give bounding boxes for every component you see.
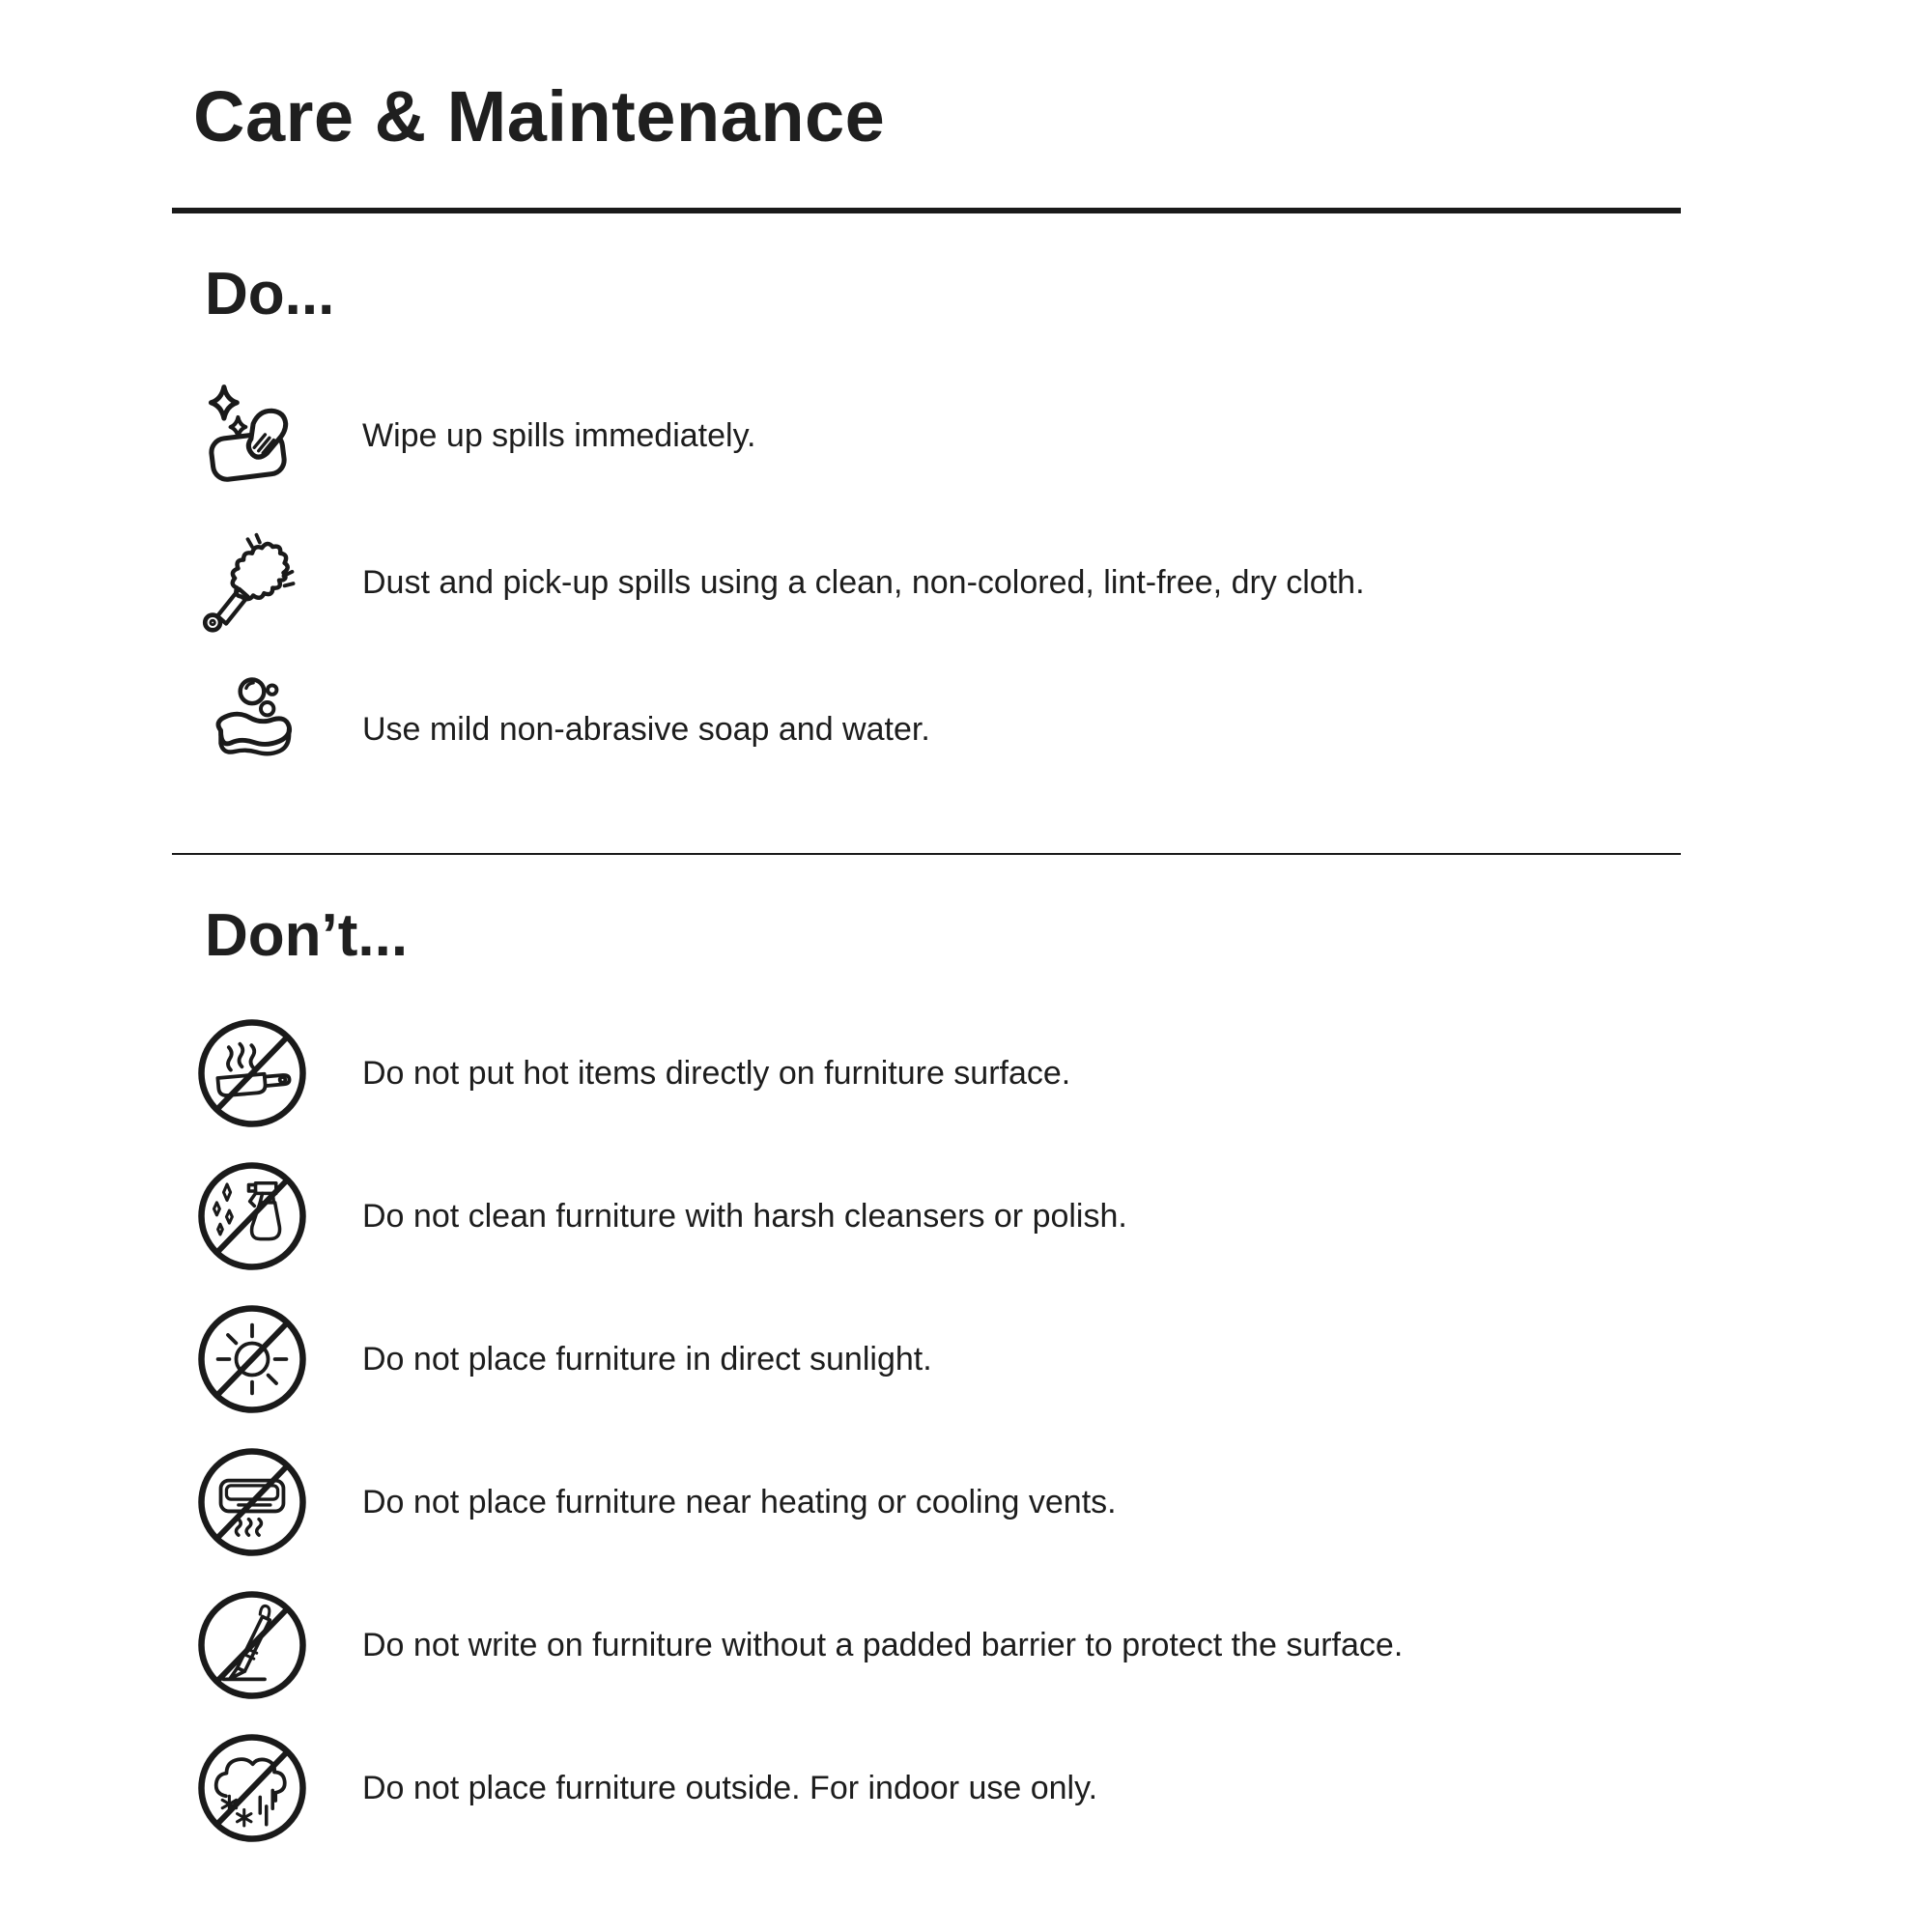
care-item-text: Do not write on furniture without a padded barrier to protect the surface. (362, 1627, 1404, 1664)
care-item-text: Do not place furniture in direct sunlight. (362, 1341, 932, 1378)
care-item-text: Use mild non-abrasive soap and water. (362, 711, 930, 749)
list-item (195, 1431, 1932, 1574)
no-hot-items-icon (195, 1016, 309, 1130)
page-title: Care & Maintenance (193, 76, 886, 156)
care-item-text: Do not place furniture near heating or cooling vents. (362, 1484, 1117, 1521)
care-item-text: Dust and pick-up spills using a clean, non-colored, lint-free, dry cloth. (362, 564, 1365, 602)
list-item (198, 656, 1932, 803)
care-item-text: Wipe up spills immediately. (362, 417, 756, 455)
list-item (195, 1145, 1932, 1288)
dont-section (0, 903, 1932, 1860)
list-item (198, 362, 1932, 509)
list-item (195, 1002, 1932, 1145)
no-outdoor-use-icon (195, 1731, 309, 1845)
list-item (195, 1574, 1932, 1717)
no-harsh-cleansers-icon (195, 1159, 309, 1273)
no-writing-icon (195, 1588, 309, 1702)
no-heating-vents-icon (195, 1445, 309, 1559)
no-direct-sunlight-icon (195, 1302, 309, 1416)
duster-icon (198, 528, 306, 637)
care-item-text: Do not place furniture outside. For indoor use only. (362, 1770, 1098, 1807)
care-item-text: Do not clean furniture with harsh cleansers or polish. (362, 1198, 1127, 1236)
list-item (198, 509, 1932, 656)
do-section (0, 262, 1932, 803)
list-item (195, 1717, 1932, 1860)
dont-heading: Don’t... (205, 902, 409, 970)
do-list (0, 362, 1932, 803)
list-item (195, 1288, 1932, 1431)
dont-list (0, 1002, 1932, 1860)
title-divider (172, 208, 1681, 213)
soap-bubbles-icon (198, 675, 306, 783)
section-divider (172, 853, 1681, 855)
do-heading: Do... (205, 261, 335, 328)
wipe-sparkle-icon (198, 382, 306, 490)
care-item-text: Do not put hot items directly on furniture surface. (362, 1055, 1071, 1093)
